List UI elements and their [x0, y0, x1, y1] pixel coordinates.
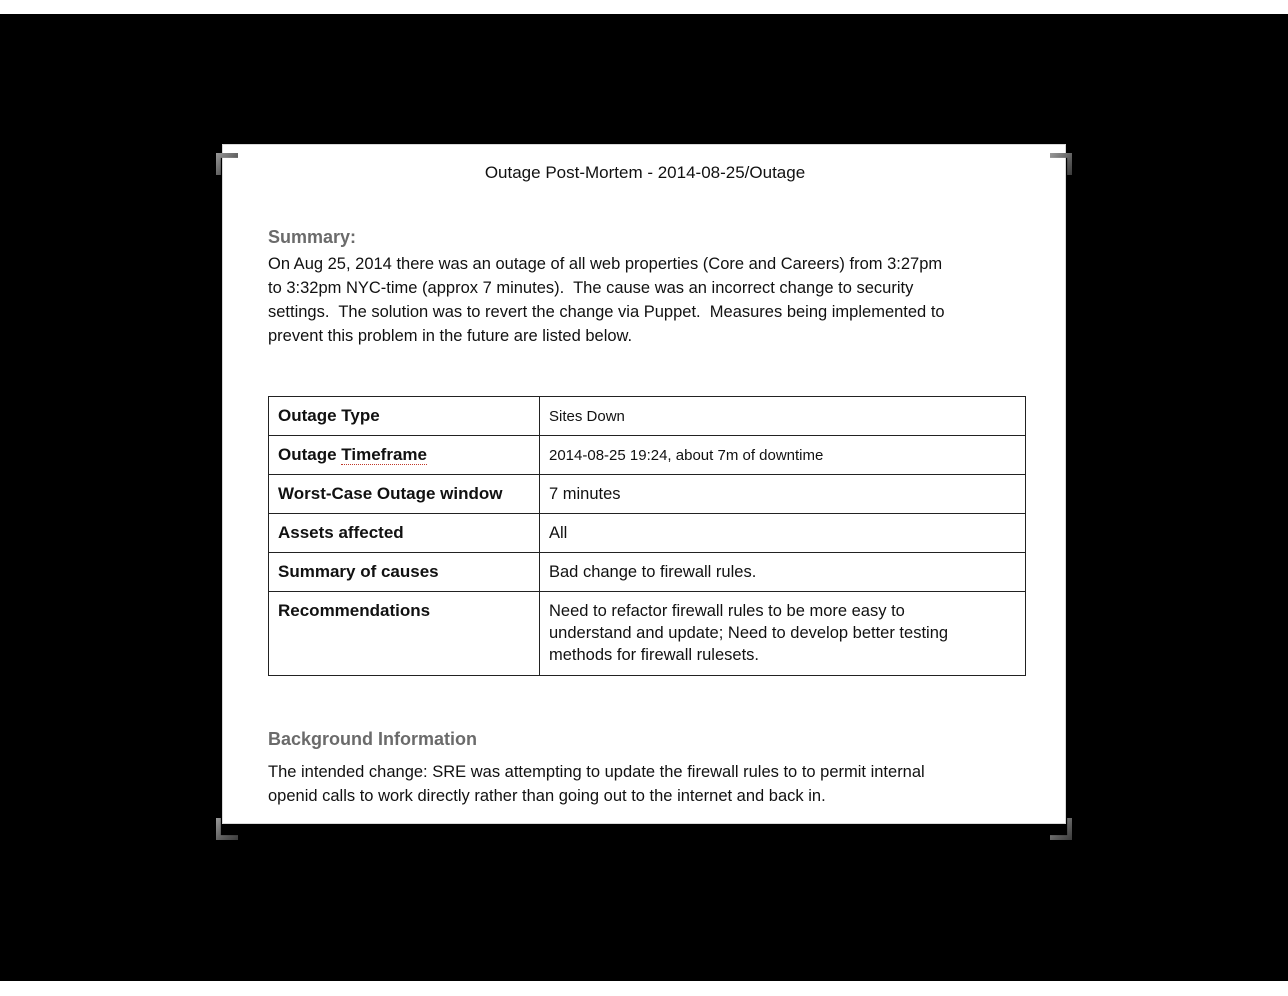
row-value: 2014-08-25 19:24, about 7m of downtime	[540, 436, 1026, 475]
table-row	[269, 397, 1026, 436]
table-row	[269, 553, 1026, 592]
summary-heading: Summary:	[268, 227, 357, 247]
background-heading: Background Information	[268, 729, 478, 749]
table-row	[269, 475, 1026, 514]
summary-paragraph: On Aug 25, 2014 there was an outage of all web properties (Core and Careers) from 3:27pm to 3:32pm NYC-time (approx 7 minutes). The cause was an incorrect change to security settings. The solution was to revert the change via Puppet. Measures being implemented to prevent this problem in the future are listed below.	[268, 255, 945, 345]
row-label: Outage Type	[269, 397, 540, 436]
outage-details-table	[268, 396, 1026, 676]
background-paragraph: The intended change: SRE was attempting to update the firewall rules to to permit internal openid calls to work directly rather than going out to the internet and back in.	[268, 763, 925, 805]
row-label-prefix: Outage	[278, 445, 342, 464]
row-value: Bad change to firewall rules.	[540, 553, 1026, 592]
document-title: Outage Post-Mortem - 2014-08-25/Outage	[484, 163, 806, 182]
row-label: Recommendations	[269, 592, 540, 676]
row-label: Assets affected	[269, 514, 540, 553]
row-value: Sites Down	[540, 397, 1026, 436]
row-value: All	[540, 514, 1026, 553]
document-page	[222, 144, 1066, 824]
row-label: Worst-Case Outage window	[269, 475, 540, 514]
table-row	[269, 436, 1026, 475]
row-value: Need to refactor firewall rules to be more easy to understand and update; Need to develop better testing methods for firewall rulesets.	[540, 592, 1026, 676]
row-value: 7 minutes	[540, 475, 1026, 514]
table-row	[269, 592, 1026, 676]
row-label: Summary of causes	[269, 553, 540, 592]
row-label	[269, 436, 540, 475]
spellcheck-flagged-word: Timeframe	[341, 445, 427, 464]
table-row	[269, 514, 1026, 553]
